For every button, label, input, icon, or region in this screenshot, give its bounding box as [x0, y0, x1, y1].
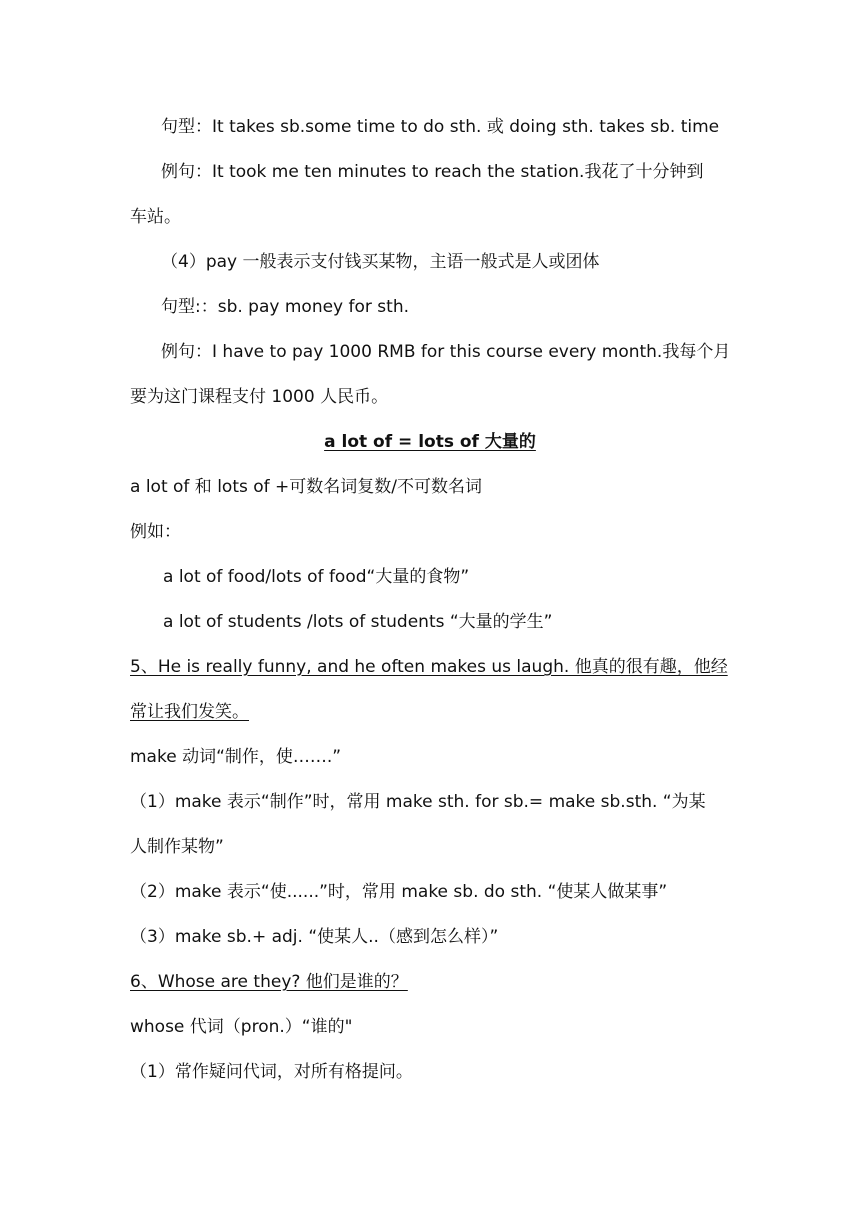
body-line: a lot of 和 lots of +可数名词复数/不可数名词 — [130, 477, 483, 497]
make-usage-1-cont: 人制作某物” — [130, 837, 224, 857]
sentence-pattern-line: 句型:：sb. pay money for sth. — [161, 297, 409, 317]
example-item: a lot of students /lots of students “大量的学生” — [163, 612, 553, 632]
example-item: a lot of food/lots of food“大量的食物” — [163, 567, 470, 587]
body-line: 例如： — [130, 522, 181, 542]
section-heading: a lot of = lots of 大量的 — [324, 432, 536, 452]
numbered-sentence-5: 5、He is really funny, and he often makes us laugh. 他真的很有趣，他经 — [130, 657, 728, 677]
pay-section-title: （4）pay 一般表示支付钱买某物，主语一般式是人或团体 — [161, 252, 600, 272]
example-line-cont: 车站。 — [130, 207, 181, 227]
make-usage-2: （2）make 表示“使......”时，常用 make sb. do sth. “使某人做某事” — [130, 882, 668, 902]
sentence-pattern-line: 句型：It takes sb.some time to do sth. 或 doing sth. takes sb. time — [161, 117, 720, 137]
example-line-cont: 要为这门课程支付 1000 人民币。 — [130, 387, 389, 407]
example-line: 例句：I have to pay 1000 RMB for this course every month.我每个月 — [161, 342, 731, 362]
numbered-sentence-5-cont: 常让我们发笑。 — [130, 702, 249, 722]
make-usage-3: （3）make sb.+ adj. “使某人..（感到怎么样）” — [130, 927, 499, 947]
body-line: whose 代词（pron.）“谁的" — [130, 1017, 353, 1037]
whose-usage-1: （1）常作疑问代词，对所有格提问。 — [130, 1062, 413, 1082]
numbered-sentence-6: 6、Whose are they? 他们是谁的？ — [130, 972, 408, 992]
body-line: make 动词“制作，使…….” — [130, 747, 342, 767]
make-usage-1: （1）make 表示“制作”时，常用 make sth. for sb.= make sb.sth. “为某 — [130, 792, 706, 812]
example-line: 例句：It took me ten minutes to reach the station.我花了十分钟到 — [161, 162, 704, 182]
